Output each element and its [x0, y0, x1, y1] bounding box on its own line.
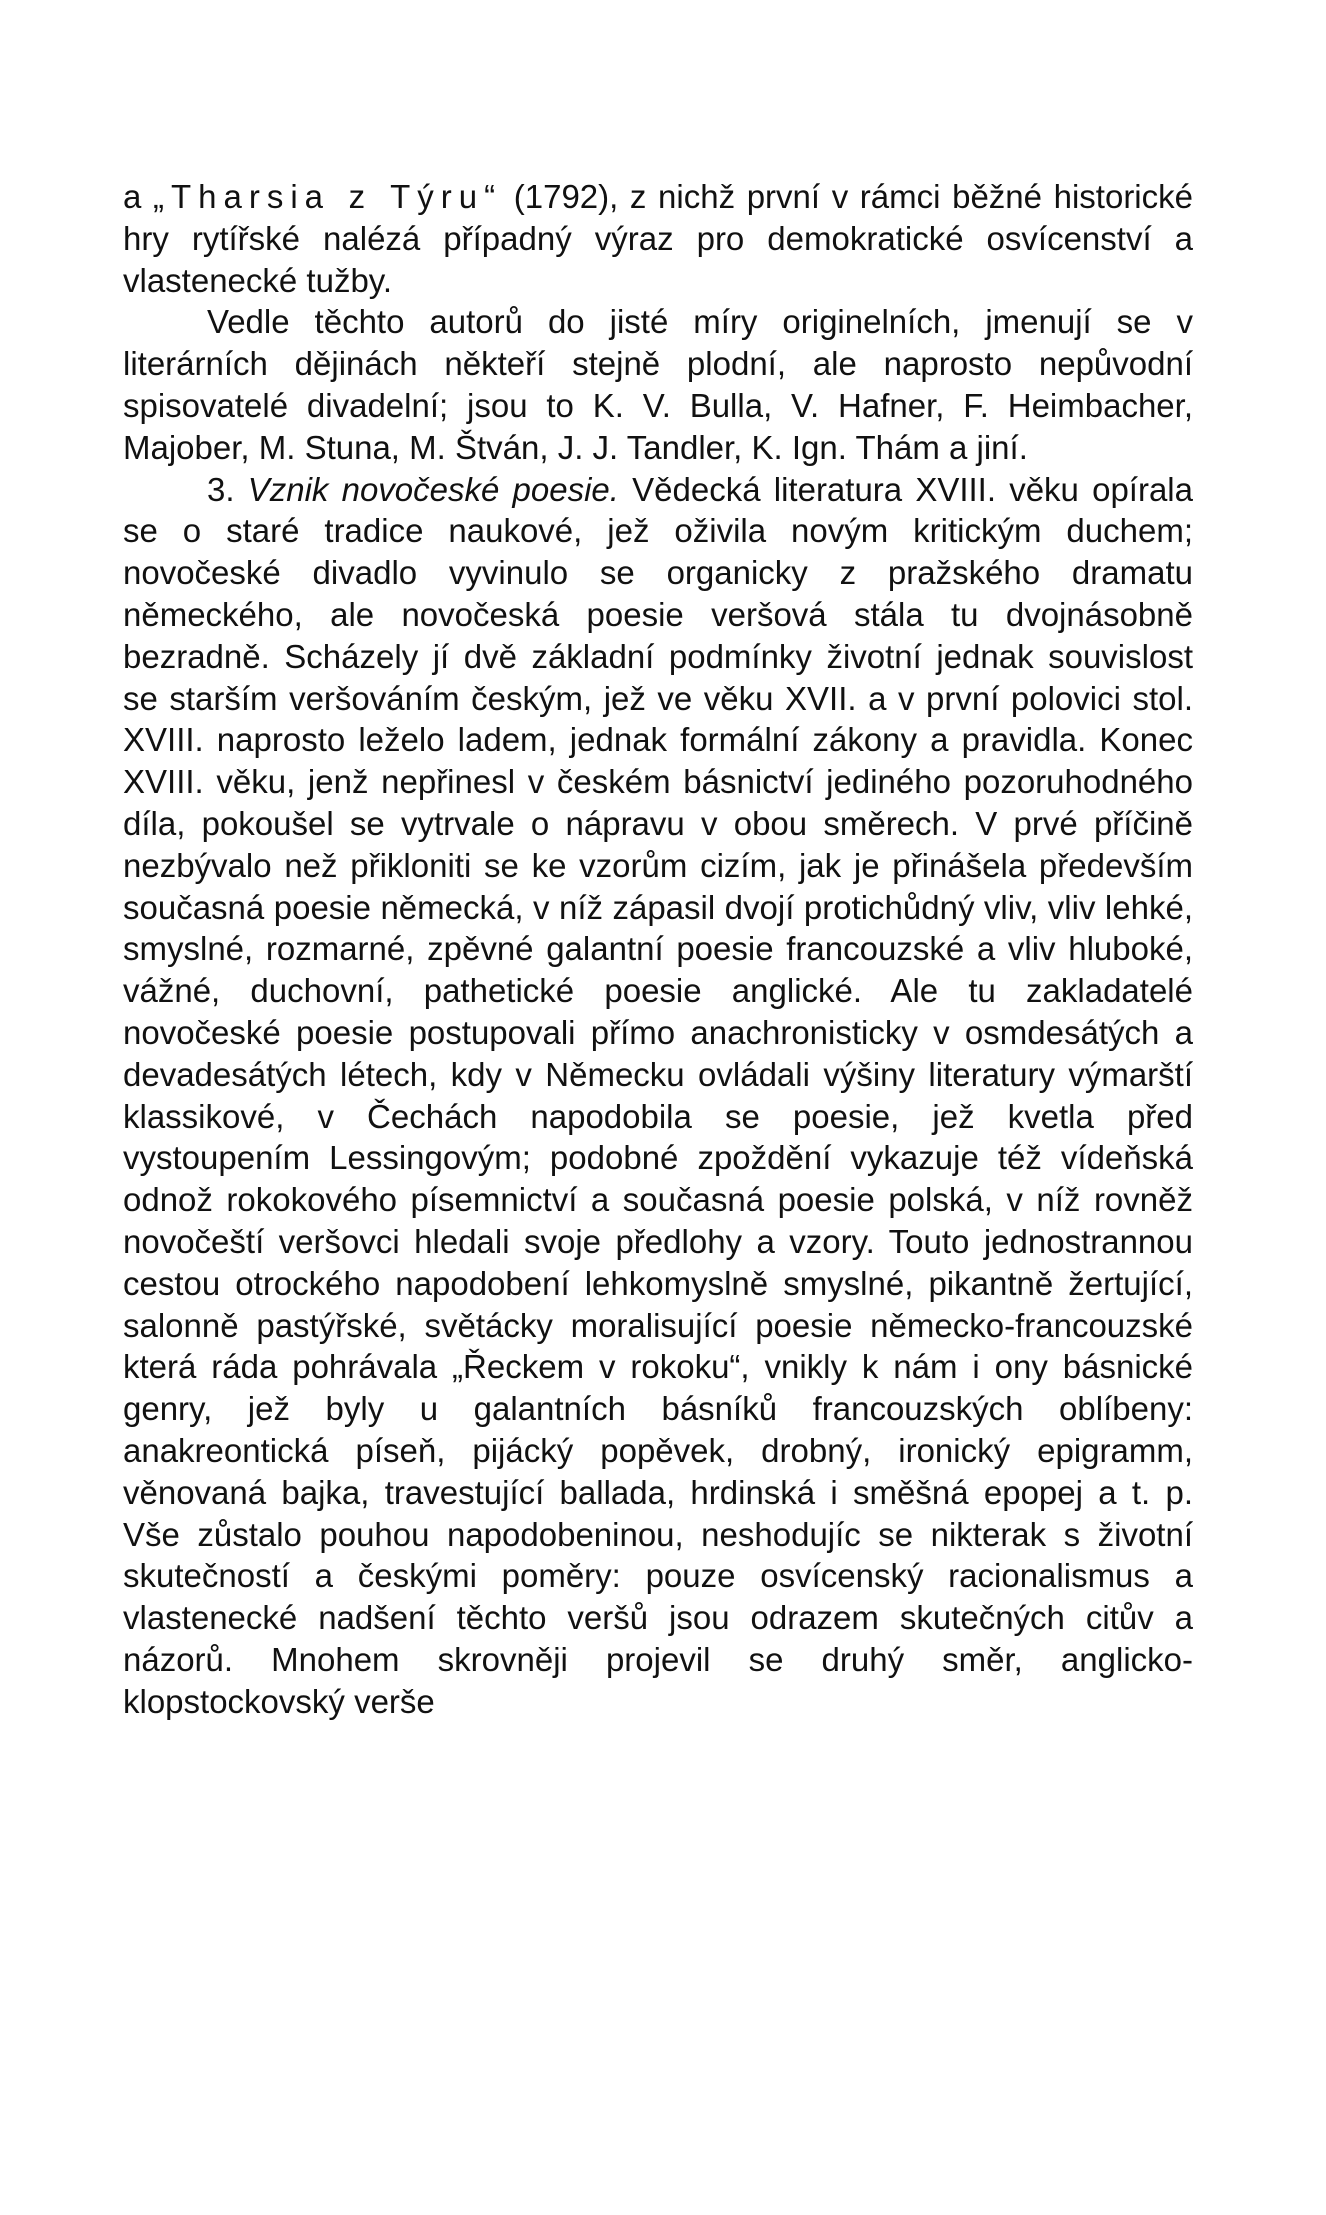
paragraph-other-authors	[123, 301, 1193, 468]
section-number: 3.	[207, 470, 248, 508]
book-page	[123, 176, 1193, 1722]
paragraph-text: Vedle těchto autorů do jisté míry originelních, jmenují se v literárních dějinách někteří stejně plodní, ale naprosto nepůvodní spisovatelé divadelní; jsou to K. V. Bulla, V. Hafner, F. Heimbacher, Majober, M. Stuna, M. Štván, J. J. Tandler, K. Ign. Thám a jiní.	[123, 303, 1193, 466]
paragraph-tharsia	[123, 176, 1193, 301]
paragraph-section-3	[123, 469, 1193, 1723]
paragraph-lead: a	[123, 178, 153, 215]
play-title: „Tharsia z Týru“	[152, 178, 503, 215]
paragraph-text: Vědecká literatura XVIII. věku opírala se o staré tradice naukové, jež oživila novým kritickým duchem; novočeské divadlo vyvinulo se organicky z pražského dramatu německého, ale novočeská poesie veršová stála tu dvojnásobně bezradně. Scházely jí dvě základní podmínky životní jednak souvislost se starším veršováním českým, jež ve věku XVII. a v první polovici stol. XVIII. naprosto leželo ladem, jednak formální zákony a pravidla. Konec XVIII. věku, jenž nepřinesl v českém básnictví jediného pozoruhodného díla, pokoušel se vytrvale o nápravu v obou směrech. V prvé příčině nezbývalo než přikloniti se ke vzorům cizím, jak je přinášela především současná poesie německá, v níž zápasil dvojí protichůdný vliv, vliv lehké, smyslné, rozmarné, zpěvné galantní poesie francouzské a vliv hluboké, vážné, duchovní, pathetické poesie anglické. Ale tu zakladatelé novočeské poesie postupovali přímo anachronisticky v osmdesátých a devadesátých létech, kdy v Německu ovládali výšiny literatury výmarští klassikové, v Čechách napodobila se poesie, jež kvetla před vystoupením Lessingovým; podobné zpoždění vykazuje též vídeňská odnož rokokového písemnictví a současná poesie polská, v níž rovněž novočeští veršovci hledali svoje předlohy a vzory. Touto jednostrannou cestou otrockého napodobení lehkomyslně smyslné, pikantně žertující, salonně pastýřské, světácky moralisující poesie německo-francouzské která ráda pohrávala „Řeckem v rokoku“, vnikly k nám i ony básnické genry, jež byly u galantních básníků francouzských oblíbeny: anakreontická píseň, pijácký popěvek, drobný, ironický epigramm, věnovaná bajka, travestující ballada, hrdinská i směšná epopej a t. p. Vše zůstalo pouhou napodobeninou, neshodujíc se nikterak s životní skutečností a českými poměry: pouze osvícenský racionalismus a vlastenecké nadšení těchto veršů jsou odrazem skutečných citův a názorů. Mnohem skrovněji projevil se druhý směr, anglicko-klopstockovský verše	[123, 470, 1193, 1720]
paragraph-text: (1792), z nichž první v rámci běžné historické hry rytířské nalézá případný výraz pro demokratické osvícenství a vlastenecké tužby.	[123, 178, 1193, 299]
section-heading: Vznik novočeské poesie.	[247, 470, 619, 508]
